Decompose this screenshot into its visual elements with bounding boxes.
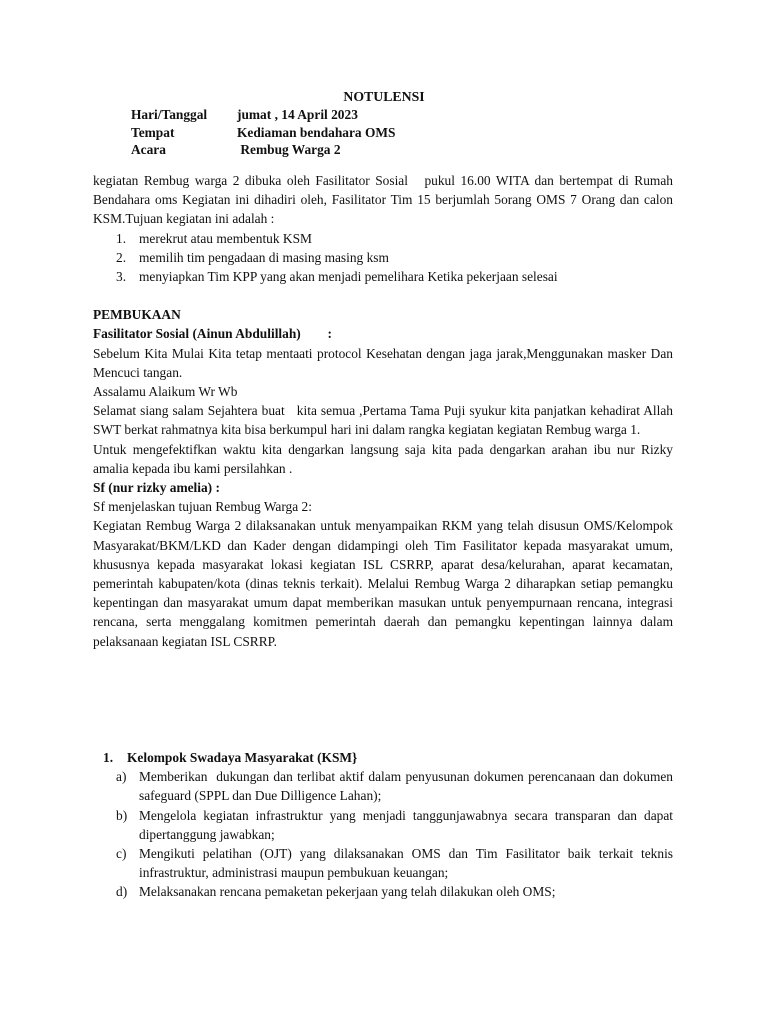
meta-row-date: [131, 106, 395, 124]
list-item: [93, 806, 673, 844]
meta-value: Rembug Warga 2: [237, 142, 341, 158]
intro-section: [93, 171, 677, 651]
list-text: Mengelola kegiatan infrastruktur yang menjadi tanggunjawabnya secara transparan dan dapat dipertanggung jawabkan;: [139, 807, 673, 842]
meta-value: Kediaman bendahara OMS: [237, 124, 396, 140]
ksm-section: [93, 748, 677, 902]
meta-row-agenda: [131, 141, 395, 159]
speaker-sf: Sf (nur rizky amelia) :: [93, 480, 220, 496]
list-marker: 2.: [116, 249, 127, 265]
list-item: [93, 248, 673, 267]
list-marker: d): [116, 884, 128, 900]
speaker-facilitator: Fasilitator Sosial (Ainun Abdulillah) :: [93, 326, 332, 342]
list-item: [93, 229, 673, 248]
list-marker: b): [116, 807, 128, 823]
opening-paragraph: Sebelum Kita Mulai Kita tetap mentaati protocol Kesehatan dengan jaga jarak,Menggunakan masker Dan Mencuci tangan.: [93, 345, 673, 380]
meeting-meta: [131, 106, 395, 159]
greeting: Assalamu Alaikum Wr Wb: [93, 384, 238, 400]
list-text: Mengikuti pelatihan (OJT) yang dilaksanakan OMS dan Tim Fasilitator baik terkait teknis infrastruktur, administrasi maupun pembukuan keuangan;: [139, 846, 673, 881]
list-text: memilih tim pengadaan di masing masing ksm: [139, 249, 389, 265]
list-text: Memberikan dukungan dan terlibat aktif dalam penyusunan dokumen perencanaan dan dokumen safeguard (SPPL dan Due Dilligence Lahan);: [139, 769, 677, 804]
meta-key: Acara: [131, 142, 166, 158]
list-marker: 3.: [116, 269, 127, 285]
opening-paragraph: Selamat siang salam Sejahtera buat kita semua ,Pertama Tama Puji syukur kita panjatkan kehadirat Allah SWT berkat rahmatnya kita bisa berkumpul hari ini dalam rangka kegiatan kegiatan Rembug warga 1.: [93, 403, 677, 438]
list-item: [93, 267, 673, 286]
ksm-heading-text: Kelompok Swadaya Masyarakat (KSM}: [127, 750, 358, 765]
list-text: menyiapkan Tim KPP yang akan menjadi pemelihara Ketika pekerjaan selesai: [139, 269, 558, 285]
list-marker: 1.: [116, 230, 127, 246]
ksm-heading: [93, 748, 673, 767]
title-text: NOTULENSI: [343, 89, 425, 104]
goals-list: [93, 229, 673, 287]
meta-key: Hari/Tanggal: [131, 107, 208, 122]
intro-paragraph: kegiatan Rembug warga 2 dibuka oleh Fasilitator Sosial pukul 16.00 WITA dan bertempat di Rumah Bendahara oms Kegiatan ini dihadiri oleh, Fasilitator Tim 15 berjumlah 5orang OMS 7 Orang dan calon KSM.Tujuan kegiatan ini adalah :: [93, 173, 677, 227]
list-text: merekrut atau membentuk KSM: [139, 230, 312, 246]
meta-key: Tempat: [131, 124, 175, 140]
list-item: [93, 844, 673, 882]
list-item: [93, 882, 673, 901]
opening-paragraph: Untuk mengefektifkan waktu kita dengarkan langsung saja kita pada dengarkan arahan ibu nur Rizky amalia kepada ibu kami persilahkan .: [93, 441, 673, 476]
list-marker: c): [116, 846, 127, 862]
list-marker: 1.: [103, 750, 114, 765]
document-title: [0, 87, 768, 106]
list-marker: a): [116, 769, 127, 785]
opening-paragraph: Sf menjelaskan tujuan Rembug Warga 2:: [93, 499, 312, 515]
opening-heading: PEMBUKAAN: [93, 307, 181, 323]
list-item: [93, 767, 677, 805]
list-text: Melaksanakan rencana pemaketan pekerjaan yang telah dilakukan oleh OMS;: [139, 884, 556, 900]
purpose-paragraph: Kegiatan Rembug Warga 2 dilaksanakan untuk menyampaikan RKM yang telah disusun OMS/Kelompok Masyarakat/BKM/LKD dan Kader dengan didampingi oleh Tim Fasilitator kepada masyarakat umum, khususnya kepada masyarakat lokasi kegiatan ISL CSRRP, aparat desa/kelurahan, aparat kecamatan, pemerintah kabupaten/kota (dinas teknis terkait). Melalui Rembug Warga 2 diharapkan setiap pemangku kepentingan dan masyarakat umum dapat memberikan masukan untuk penyempurnaan rencana, integrasi rencana, serta menggalang komitmen pemerintah daerah dan pemangku kepentingan lainnya dalam pelaksanaan kegiatan ISL CSRRP.: [93, 518, 673, 649]
meta-row-place: [131, 124, 395, 142]
meta-value: jumat , 14 April 2023: [237, 107, 358, 122]
